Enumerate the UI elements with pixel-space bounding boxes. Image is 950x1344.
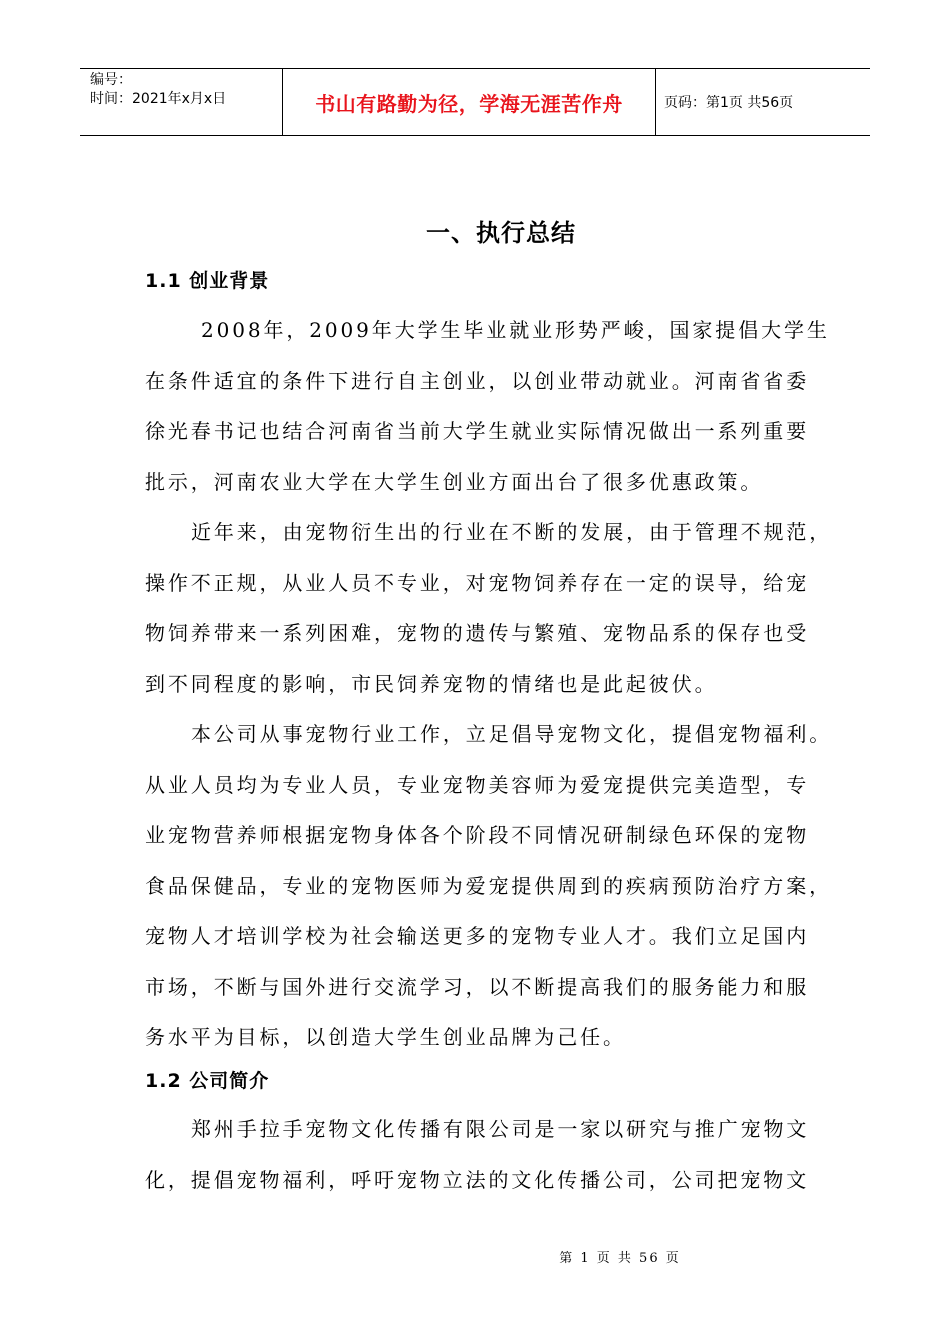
section-heading-1-2: 1.2 公司简介 bbox=[145, 1070, 270, 1092]
page-footer: 第 1 页 共 56 页 bbox=[559, 1251, 681, 1266]
text-line: 宠物人才培训学校为社会输送更多的宠物专业人才。我们立足国内 bbox=[145, 924, 810, 948]
paragraph-background-1 bbox=[145, 305, 835, 507]
text-line: 徐光春书记也结合河南省当前大学生就业实际情况做出一系列重要 bbox=[145, 419, 810, 443]
text-line: 务水平为目标，以创造大学生创业品牌为己任。 bbox=[145, 1025, 626, 1049]
text-line: 在条件适宜的条件下进行自主创业，以创业带动就业。河南省省委 bbox=[145, 368, 810, 393]
text-line: 操作不正规，从业人员不专业，对宠物饲养存在一定的误导，给宠 bbox=[145, 570, 810, 595]
paragraph-background-2 bbox=[145, 507, 835, 709]
section-heading-1-1: 1.1 创业背景 bbox=[145, 270, 270, 292]
text-line: 2008年，2009年大学生毕业就业形势严峻，国家提倡大学生 bbox=[201, 318, 830, 342]
text-line: 本公司从事宠物行业工作，立足倡导宠物文化，提倡宠物福利。 bbox=[191, 722, 833, 746]
paragraph-company-intro bbox=[145, 1104, 835, 1205]
text-line: 批示，河南农业大学在大学生创业方面出台了很多优惠政策。 bbox=[145, 469, 764, 494]
paragraph-background-3 bbox=[145, 709, 835, 1063]
text-line: 近年来，由宠物衍生出的行业在不断的发展，由于管理不规范， bbox=[191, 520, 833, 544]
text-line: 食品保健品，专业的宠物医师为爱宠提供周到的疾病预防治疗方案， bbox=[145, 873, 832, 898]
text-line: 到不同程度的影响，市民饲养宠物的情绪也是此起彼伏。 bbox=[145, 671, 718, 696]
text-line: 化，提倡宠物福利，呼吁宠物立法的文化传播公司，公司把宠物文 bbox=[145, 1167, 810, 1192]
header-page-label: 页码：第1页 共56页 bbox=[664, 95, 794, 111]
header-table bbox=[80, 68, 870, 136]
text-line: 从业人员均为专业人员，专业宠物美容师为爱宠提供完美造型，专 bbox=[145, 772, 810, 797]
header-meta-cell bbox=[80, 69, 283, 135]
document-time-label: 时间：2021年x月x日 bbox=[90, 91, 227, 107]
text-line: 郑州手拉手宠物文化传播有限公司是一家以研究与推广宠物文 bbox=[191, 1117, 810, 1141]
text-line: 业宠物营养师根据宠物身体各个阶段不同情况研制绿色环保的宠物 bbox=[145, 823, 810, 847]
header-motto: 书山有路勤为径，学海无涯苦作舟 bbox=[283, 69, 656, 135]
page-title: 一、执行总结 bbox=[426, 219, 576, 247]
text-line: 物饲养带来一系列困难，宠物的遗传与繁殖、宠物品系的保存也受 bbox=[145, 621, 810, 645]
text-line: 市场，不断与国外进行交流学习，以不断提高我们的服务能力和服 bbox=[145, 974, 810, 999]
document-number-label: 编号： bbox=[90, 72, 132, 88]
